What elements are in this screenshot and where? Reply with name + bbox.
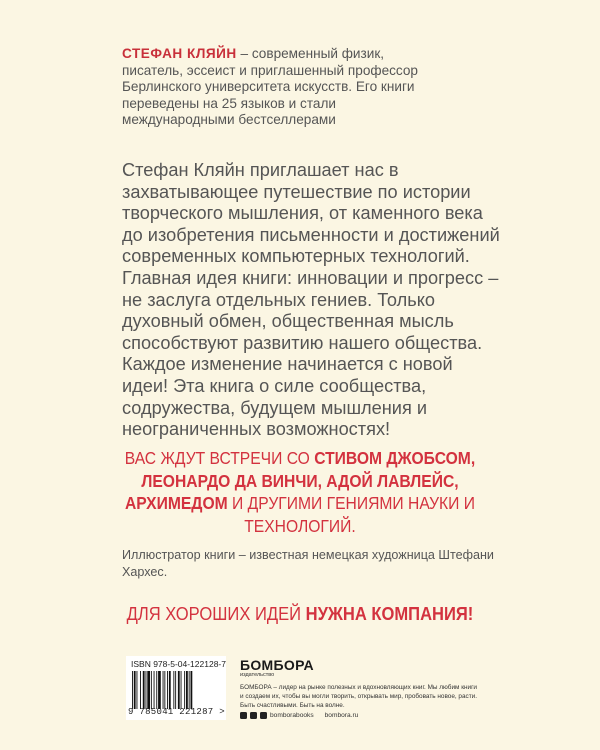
barcode-bar	[134, 671, 136, 709]
slogan-regular: ДЛЯ ХОРОШИХ ИДЕЙ	[126, 604, 306, 624]
barcode-bar	[163, 671, 164, 709]
barcode-digits: 9 785041 221287 >	[128, 707, 225, 717]
slogan	[24, 604, 576, 625]
barcode-bar	[184, 671, 185, 709]
barcode-bar	[186, 671, 188, 709]
barcode-bar	[178, 671, 180, 709]
barcode-bar	[164, 671, 165, 709]
barcode-bar	[132, 671, 133, 709]
barcode-bar	[154, 671, 155, 709]
meet-name-leonardo-ada: ЛЕОНАРДО ДА ВИНЧИ, АДОЙ ЛАВЛЕЙС,	[141, 470, 459, 491]
publisher-subtitle: издательство	[240, 672, 275, 678]
barcode-bar	[191, 671, 193, 709]
instagram-icon[interactable]	[260, 712, 267, 719]
barcode-bar	[158, 671, 161, 709]
barcode-bar	[181, 671, 182, 709]
meet-text-2: И ДРУГИМИ ГЕНИЯМИ НАУКИ И ТЕХНОЛОГИЙ.	[227, 493, 475, 536]
publisher-links	[240, 712, 480, 719]
barcode-bar	[137, 671, 138, 709]
publisher-block	[240, 657, 480, 719]
meet-name-jobs: СТИВОМ ДЖОБСОМ,	[314, 448, 476, 468]
meet-geniuses-text	[120, 447, 480, 537]
author-name: СТЕФАН КЛЯЙН	[122, 46, 237, 61]
barcode-bar	[147, 671, 150, 709]
barcode-bar	[146, 671, 147, 709]
barcode-bars	[132, 671, 220, 709]
vk-icon[interactable]	[250, 712, 257, 719]
barcode-bar	[167, 671, 168, 709]
meet-text-1: ВАС ЖДУТ ВСТРЕЧИ СО	[124, 448, 315, 468]
barcode-bar	[169, 671, 171, 709]
publisher-description: БОМБОРА – лидер на рынке полезных и вдохновляющих книг. Мы любим книги и создаем их, чтобы вы могли творить, открывать мир, пробовать новое, расти. Быть счастливыми. Быть на волне.	[240, 684, 478, 709]
author-bio	[122, 46, 442, 129]
barcode-bar	[189, 671, 190, 709]
illustrator-note: Иллюстратор книги – известная немецкая художница Штефани Хархес.	[122, 548, 494, 579]
meet-name-archimedes: АРХИМЕДОМ	[124, 493, 228, 513]
barcode-bar	[143, 671, 145, 709]
facebook-icon[interactable]	[240, 712, 247, 719]
barcode-bar	[151, 671, 152, 709]
barcode	[126, 656, 226, 720]
book-description: Стефан Кляйн приглашает нас в захватывающее путешествие по истории творческого мышления, от каменного века до изобретения письменности и достижений современных компьютерных технологий. Главная идея книги: инновации и прогресс – не заслуга отдельных гениев. Только духовный обмен, общественная мысль способствуют развитию нашего общества. Каждое изменение начинается с новой идеи! Эта книга о силе сообщества, содружества, будущем мышления и неограниченных возможностях!	[122, 160, 500, 440]
social-handle[interactable]: bomborabooks	[270, 712, 314, 719]
barcode-bar	[175, 671, 176, 709]
barcode-bar	[140, 671, 141, 709]
author-bio-text: – современный физик, писатель, эссеист и приглашенный профессор Берлинского университета искусств. Его книги переведены на 25 языков и стали международными бестселлерами	[122, 46, 418, 127]
isbn-label: ISBN 978-5-04-122128-7	[131, 659, 226, 669]
barcode-bar	[156, 671, 157, 709]
publisher-logo: БОМБОРА	[240, 657, 314, 673]
barcode-bar	[173, 671, 174, 709]
slogan-bold: НУЖНА КОМПАНИЯ!	[305, 604, 474, 624]
publisher-site-link[interactable]: bombora.ru	[324, 712, 359, 719]
